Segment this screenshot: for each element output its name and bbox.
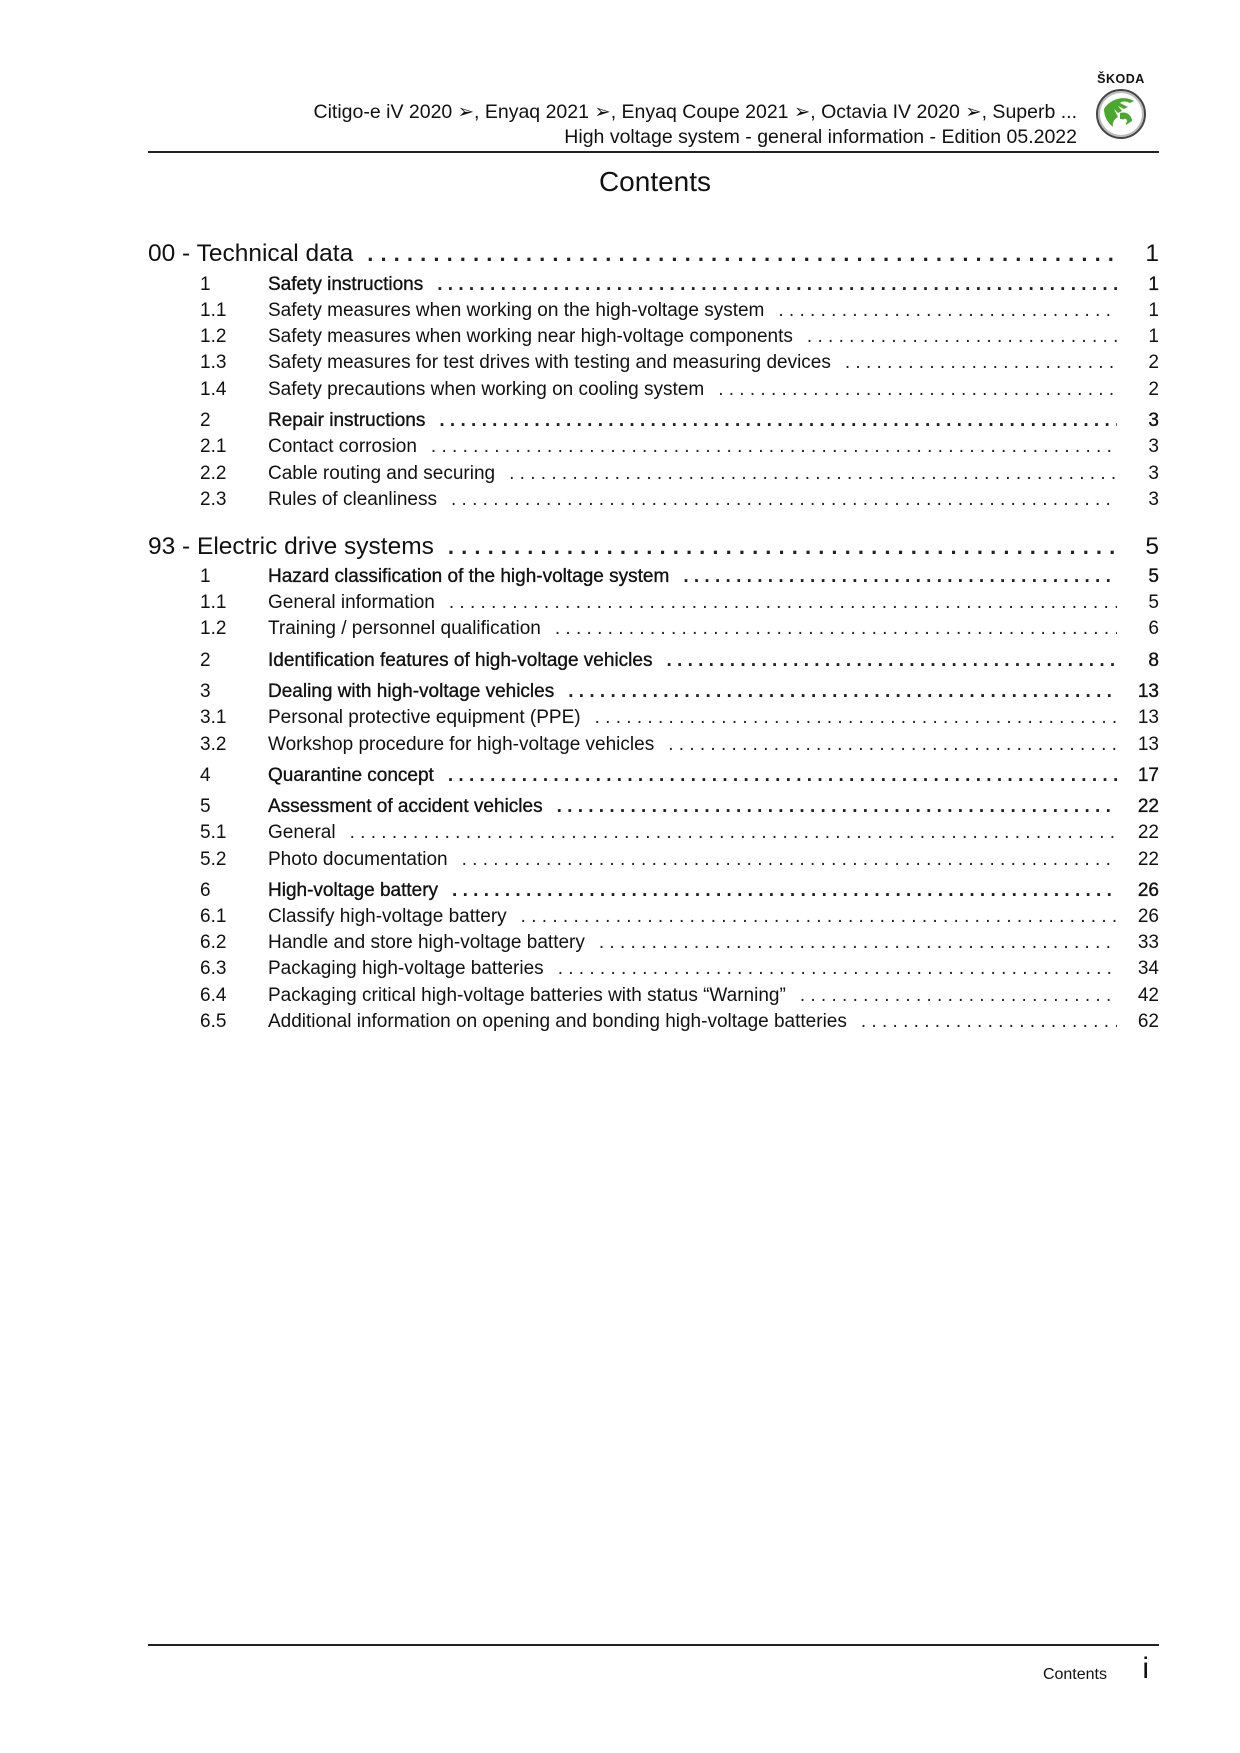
toc-section-entry[interactable]	[148, 796, 1159, 818]
toc-section-entry[interactable]	[148, 734, 1159, 756]
toc-entry-title[interactable]: Dealing with high-voltage vehicles	[268, 681, 555, 702]
toc-entry-title[interactable]: Additional information on opening and bonding high-voltage batteries	[268, 1011, 847, 1032]
toc-entry-number: 2	[200, 410, 211, 431]
dot-leader	[437, 274, 1117, 296]
toc-chapter-entry[interactable]	[148, 240, 1159, 268]
dot-leader	[451, 489, 1117, 511]
toc-entry-page[interactable]: 34	[1137, 958, 1159, 979]
toc-entry-title[interactable]: Packaging high-voltage batteries	[268, 958, 544, 979]
dot-leader	[595, 707, 1117, 729]
toc-entry-number: 1.2	[200, 326, 227, 347]
toc-entry-page[interactable]: 3	[1148, 463, 1159, 484]
toc-entry-number: 5.1	[200, 822, 227, 843]
dot-leader	[568, 681, 1117, 703]
toc-section-entry[interactable]	[148, 300, 1159, 322]
dot-leader	[462, 849, 1117, 871]
toc-entry-title[interactable]: Assessment of accident vehicles	[268, 796, 543, 817]
toc-entry-title[interactable]: Hazard classification of the high-voltage system	[268, 566, 670, 587]
toc-entry-number: 5.2	[200, 849, 227, 870]
dot-leader	[666, 650, 1117, 672]
toc-entry-title[interactable]: Contact corrosion	[268, 436, 417, 457]
toc-entry-page[interactable]: 62	[1137, 1011, 1159, 1032]
dot-leader	[521, 906, 1117, 928]
toc-entry-title[interactable]: Classify high-voltage battery	[268, 906, 507, 927]
toc-entry-title[interactable]: Rules of cleanliness	[268, 489, 437, 510]
toc-entry-title[interactable]: Identification features of high-voltage vehicles	[268, 650, 653, 671]
toc-entry-page[interactable]: 26	[1137, 880, 1159, 901]
toc-section-entry[interactable]	[148, 566, 1159, 588]
toc-entry-title[interactable]: Safety measures when working on the high-voltage system	[268, 300, 765, 321]
dot-leader	[558, 958, 1117, 980]
toc-entry-page[interactable]: 6	[1148, 618, 1159, 639]
toc-entry-title[interactable]: 00 - Technical data	[148, 240, 354, 267]
footer-divider	[148, 1644, 1159, 1646]
toc-section-entry[interactable]	[148, 985, 1159, 1007]
toc-entry-page[interactable]: 22	[1137, 849, 1159, 870]
brand-wordmark: ŠKODA	[1097, 72, 1145, 86]
header-divider	[148, 151, 1159, 153]
dot-leader	[845, 352, 1117, 374]
toc-section-entry[interactable]	[148, 463, 1159, 485]
toc-entry-number: 6.3	[200, 958, 227, 979]
toc-entry-number: 6.1	[200, 906, 227, 927]
toc-section-entry[interactable]	[148, 379, 1159, 401]
dot-leader	[718, 379, 1117, 401]
footer-page-number: i	[1142, 1652, 1149, 1685]
toc-entry-number: 6.4	[200, 985, 227, 1006]
toc-entry-page[interactable]: 5	[1148, 566, 1159, 587]
toc-entry-page[interactable]: 13	[1137, 734, 1159, 755]
dot-leader	[439, 410, 1117, 432]
toc-entry-page[interactable]: 3	[1148, 489, 1159, 510]
toc-entry-page[interactable]: 5	[1148, 592, 1159, 613]
toc-section-entry[interactable]	[148, 932, 1159, 954]
dot-leader	[599, 932, 1117, 954]
toc-entry-number: 6	[200, 880, 211, 901]
toc-section-entry[interactable]	[148, 274, 1159, 296]
toc-chapter-entry[interactable]	[148, 533, 1159, 561]
toc-entry-number: 1.2	[200, 618, 227, 639]
toc-section-entry[interactable]	[148, 880, 1159, 902]
toc-entry-page[interactable]: 13	[1137, 681, 1159, 702]
dot-leader	[509, 463, 1117, 485]
dot-leader	[555, 618, 1117, 640]
dot-leader	[807, 326, 1117, 348]
toc-entry-page[interactable]: 42	[1137, 985, 1159, 1006]
dot-leader	[778, 300, 1117, 322]
toc-entry-number: 2.3	[200, 489, 227, 510]
toc-entry-title[interactable]: High-voltage battery	[268, 880, 439, 901]
toc-entry-number: 2.1	[200, 436, 227, 457]
dot-leader	[350, 822, 1117, 844]
toc-section-entry[interactable]	[148, 958, 1159, 980]
toc-entry-title[interactable]: Quarantine concept	[268, 765, 434, 786]
skoda-arrow-icon	[1096, 89, 1146, 139]
toc-entry-title[interactable]: Packaging critical high-voltage batteries with status “Warning”	[268, 985, 786, 1006]
toc-section-entry[interactable]	[148, 489, 1159, 511]
toc-entry-page[interactable]: 1	[1145, 240, 1159, 267]
toc-entry-page[interactable]: 3	[1148, 436, 1159, 457]
dot-leader	[367, 241, 1117, 267]
header-models: Citigo-e iV 2020 ➢, Enyaq 2021 ➢, Enyaq Coupe 2021 ➢, Octavia IV 2020 ➢, Superb ...	[313, 101, 1077, 123]
toc-section-entry[interactable]	[148, 352, 1159, 374]
toc-entry-title[interactable]: Safety instructions	[268, 274, 424, 295]
dot-leader	[683, 566, 1117, 588]
toc-entry-number: 3.2	[200, 734, 227, 755]
toc-entry-page[interactable]: 3	[1148, 410, 1159, 431]
toc-entry-number: 5	[200, 796, 211, 817]
toc-entry-page[interactable]: 22	[1137, 796, 1159, 817]
toc-entry-title[interactable]: 93 - Electric drive systems	[148, 533, 434, 560]
toc-entry-page[interactable]: 22	[1137, 822, 1159, 843]
toc-entry-page[interactable]: 26	[1137, 906, 1159, 927]
toc-entry-page[interactable]: 2	[1148, 379, 1159, 400]
toc-entry-title[interactable]: Safety measures for test drives with testing and measuring devices	[268, 352, 831, 373]
dot-leader	[448, 765, 1117, 787]
toc-section-entry[interactable]	[148, 592, 1159, 614]
dot-leader	[448, 534, 1117, 560]
toc-section-entry[interactable]	[148, 822, 1159, 844]
toc-section-entry[interactable]	[148, 326, 1159, 348]
toc-entry-page[interactable]: 33	[1137, 932, 1159, 953]
toc-entry-page[interactable]: 13	[1137, 707, 1159, 728]
toc-entry-title[interactable]: Safety measures when working near high-voltage components	[268, 326, 793, 347]
toc-section-entry[interactable]	[148, 618, 1159, 640]
footer-section-label: Contents	[1042, 1666, 1107, 1683]
toc-entry-title[interactable]: General	[268, 822, 336, 843]
toc-entry-page[interactable]: 17	[1137, 765, 1159, 786]
toc-entry-number: 1.4	[200, 379, 227, 400]
toc-section-entry[interactable]	[148, 410, 1159, 432]
dot-leader	[800, 985, 1117, 1007]
toc-entry-page[interactable]: 1	[1148, 300, 1159, 321]
toc-section-entry[interactable]	[148, 436, 1159, 458]
toc-entry-title[interactable]: Repair instructions	[268, 410, 426, 431]
toc-entry-number: 2	[200, 650, 211, 671]
dot-leader	[861, 1011, 1117, 1033]
toc-section-entry[interactable]	[148, 707, 1159, 729]
dot-leader	[452, 880, 1117, 902]
toc-entry-number: 6.2	[200, 932, 227, 953]
toc-entry-title[interactable]: Photo documentation	[268, 849, 448, 870]
toc-entry-title[interactable]: General information	[268, 592, 435, 613]
toc-entry-title[interactable]: Handle and store high-voltage battery	[268, 932, 585, 953]
toc-section-entry[interactable]	[148, 1011, 1159, 1033]
toc-entry-number: 6.5	[200, 1011, 227, 1032]
toc-entry-title[interactable]: Training / personnel qualification	[268, 618, 541, 639]
toc-entry-number: 1	[200, 566, 211, 587]
toc-entry-page[interactable]: 5	[1145, 533, 1159, 560]
dot-leader	[449, 592, 1117, 614]
dot-leader	[668, 734, 1117, 756]
toc-entry-title[interactable]: Safety precautions when working on cooling system	[268, 379, 705, 400]
toc-entry-page[interactable]: 1	[1148, 274, 1159, 295]
toc-entry-number: 1.1	[200, 300, 227, 321]
toc-entry-number: 3	[200, 681, 211, 702]
toc-entry-page[interactable]: 1	[1148, 326, 1159, 347]
toc-entry-title[interactable]: Workshop procedure for high-voltage vehicles	[268, 734, 655, 755]
toc-entry-number: 1.3	[200, 352, 227, 373]
dot-leader	[557, 796, 1117, 818]
toc-entry-number: 1	[200, 274, 211, 295]
toc-entry-number: 1.1	[200, 592, 227, 613]
toc-section-entry[interactable]	[148, 849, 1159, 871]
dot-leader	[431, 436, 1117, 458]
header-subtitle: High voltage system - general information - Edition 05.2022	[564, 126, 1077, 148]
toc-entry-page[interactable]: 2	[1148, 352, 1159, 373]
toc-section-entry[interactable]	[148, 681, 1159, 703]
toc-section-entry[interactable]	[148, 650, 1159, 672]
toc-entry-page[interactable]: 8	[1148, 650, 1159, 671]
toc-entry-number: 3.1	[200, 707, 227, 728]
toc-section-entry[interactable]	[148, 906, 1159, 928]
toc-section-entry[interactable]	[148, 765, 1159, 787]
skoda-logo	[1088, 72, 1154, 148]
page-title: Contents	[598, 166, 712, 197]
toc-entry-number: 2.2	[200, 463, 227, 484]
toc-entry-title[interactable]: Personal protective equipment (PPE)	[268, 707, 581, 728]
toc-entry-number: 4	[200, 765, 211, 786]
toc-entry-title[interactable]: Cable routing and securing	[268, 463, 496, 484]
